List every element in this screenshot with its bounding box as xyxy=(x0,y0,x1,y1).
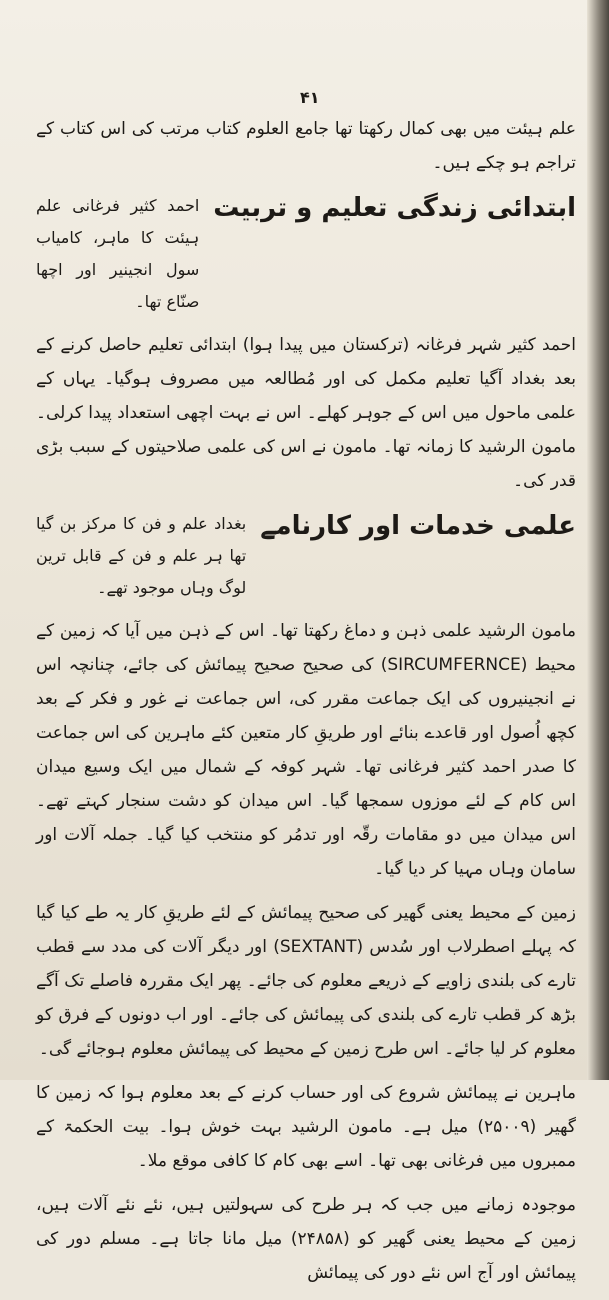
section-early-life xyxy=(36,190,576,318)
side-text-early-life: احمد کثیر فرغانی علم ہیئت کا ماہر، کامیاب سول انجینیر اور اچھا صنّاع تھا۔ xyxy=(36,196,200,311)
intro-paragraph: علم ہیئت میں بھی کمال رکھتا تھا جامع العلوم کتاب مرتب کی اس کتاب کے تراجم ہو چکے ہیں۔ xyxy=(36,119,576,173)
heading-early-life: ابتدائی زندگی تعلیم و تربیت xyxy=(213,193,576,223)
side-text-achievements: بغداد علم و فن کا مرکز بن گیا تھا ہر علم و فن کے قابل ترین لوگ وہاں موجود تھے۔ xyxy=(36,514,247,597)
page-content xyxy=(36,112,576,1300)
paragraph-2: مامون الرشید علمی ذہن و دماغ رکھتا تھا۔ اس کے ذہن میں آیا کہ زمین کے محیط (SIRCUMFERNCE) کی صحیح صحیح پیمائش کی جائے، چنانچہ اس نے انجینیروں کی ایک جماعت مقرر کی، اس جماعت نے غور و فکر کے بعد کچھ اُصول اور قاعدے بنائے اور طریقِ کار متعین کئے ماہرین کی اس جماعت کا صدر احمد کثیر فرغانی تھا۔ شہر کوفہ کے شمال میں ایک وسیع میدان اس کام کے لئے موزوں سمجھا گیا۔ اس میدان کو دشت سنجار کہتے تھے۔ اس میدان میں دو مقامات رقّہ اور تدمُر کو منتخب کیا گیا۔ جملہ آلات اور سامان وہاں مہیا کر دیا گیا۔ xyxy=(36,621,577,879)
paragraph-3: زمین کے محیط یعنی گھیر کی صحیح پیمائش کے لئے طریقِ کار یہ طے کیا گیا کہ پہلے اصطرلاب اور سُدس (SEXTANT) اور دیگر آلات کی مدد سے قطب تارے کی بلندی زاویے کے ذریعے معلوم کی جائے۔ پھر ایک مقررہ فاصلے تک آگے بڑھ کر قطب تارے کی بلندی کی پیمائش کی جائے۔ اور اب دونوں کے فرق کو معلوم کر لیا جائے۔ اس طرح زمین کے محیط کی پیمائش معلوم ہوجائے گی۔ xyxy=(36,903,576,1059)
paragraph-1: احمد کثیر شہر فرغانہ (ترکستان میں پیدا ہوا) ابتدائی تعلیم حاصل کرنے کے بعد بغداد آگیا تعلیم مکمل کی اور مُطالعہ میں مصروف ہوگیا۔ یہاں کے علمی ماحول میں اس کے جوہر کھلے۔ اس نے بہت اچھی استعداد پیدا کرلی۔ مامون الرشید کا زمانہ تھا۔ مامون نے اس کی علمی صلاحیتوں کے سبب بڑی قدر کی۔ xyxy=(36,335,576,491)
page-edge-shadow xyxy=(587,0,609,1080)
section-achievements xyxy=(36,508,576,604)
paragraph-5: موجودہ زمانے میں جب کہ ہر طرح کی سہولتیں ہیں، نئے نئے آلات ہیں، زمین کے محیط یعنی گھیر کو (۲۴۸۵۸) میل مانا جاتا ہے۔ مسلم دور کی پیمائش اور آج اس نئے دور کی پیمائش xyxy=(36,1195,577,1283)
heading-achievements: علمی خدمات اور کارنامے xyxy=(260,511,576,541)
paragraph-4: ماہرین نے پیمائش شروع کی اور حساب کرنے کے بعد معلوم ہوا کہ زمین کا گھیر (۲۵۰۰۹) میل ہے۔ مامون الرشید بہت خوش ہوا۔ بیت الحکمۃ کے ممبروں میں فرغانی بھی تھا۔ اسے بھی کام کا کافی موقع ملا۔ xyxy=(36,1083,576,1171)
page-number: ۴۱ xyxy=(300,88,320,107)
